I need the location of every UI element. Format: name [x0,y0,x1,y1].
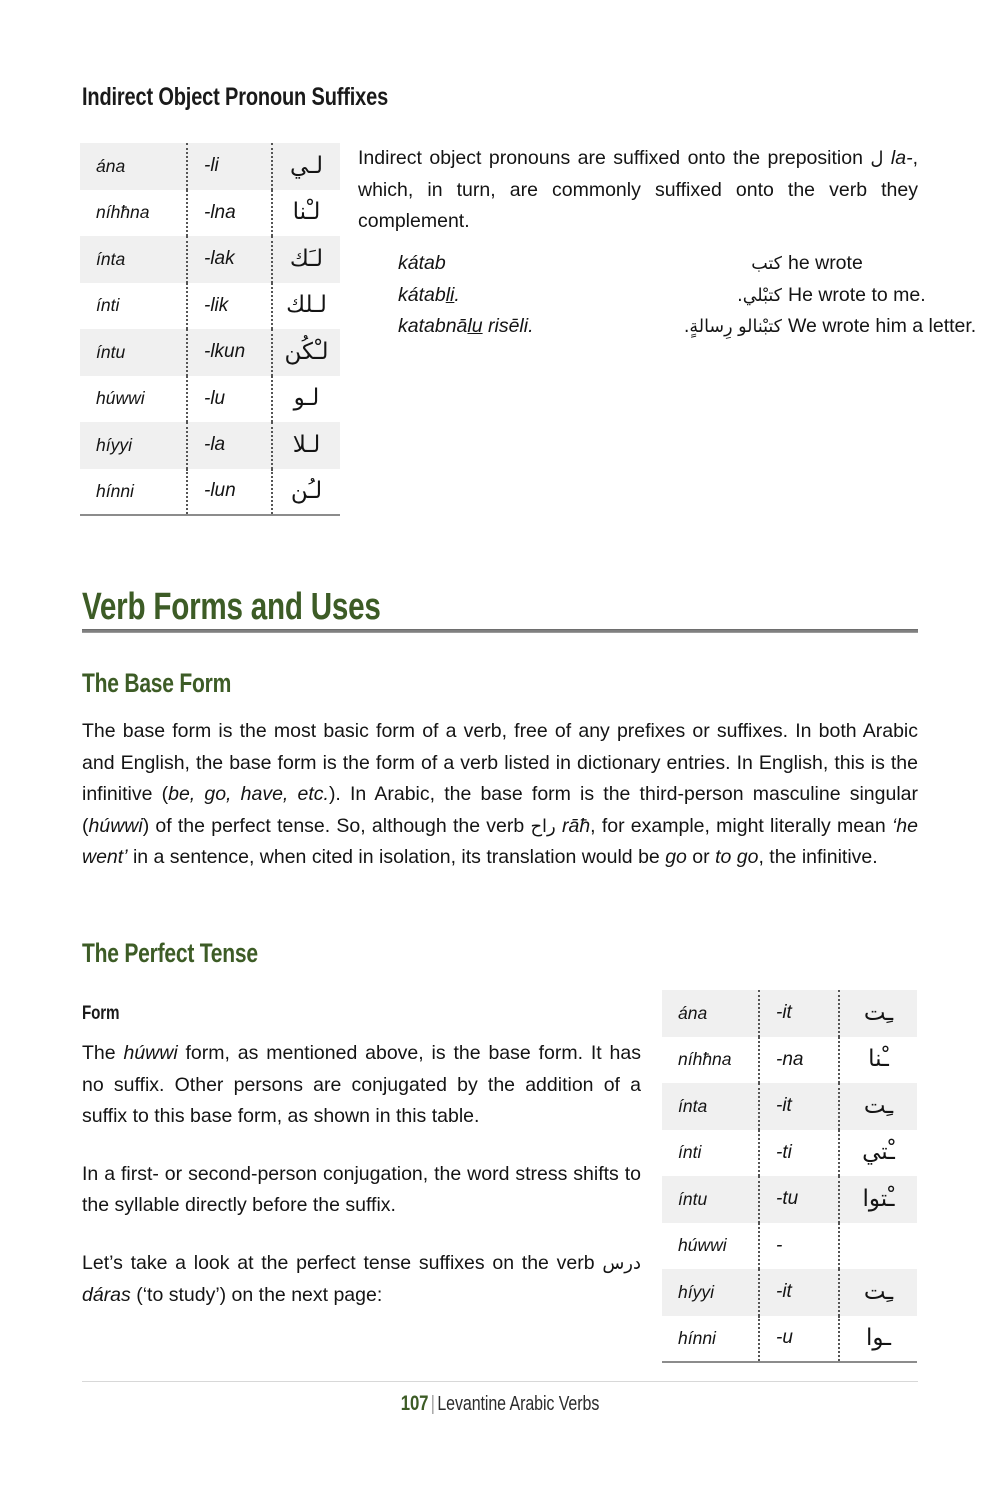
intro-paragraph [358,143,918,238]
subsection-heading-the-perfect-tense: The Perfect Tense [82,938,258,968]
pt3-text-a: Let’s take a look at the perfect tense suffixes on the verb [82,1251,603,1274]
bf-text-b: ). In Arabic, the base form is the third-person masculine singular ( [82,783,918,837]
table-row [662,1130,917,1177]
table-row [662,1176,917,1223]
table-row [662,1083,917,1130]
pt1-text-a: The [82,1042,124,1064]
bf-italic-go: go [665,846,687,869]
cell-arabic: لـلا [272,422,340,469]
cell-suffix: -lkun [187,329,272,376]
cell-suffix: - [759,1223,839,1270]
subsection-heading-the-base-form: The Base Form [82,668,232,698]
footer-divider [82,1381,918,1382]
subsection-heading-form: Form [82,1003,120,1024]
bf-text-g: , the infinitive. [758,846,878,869]
cell-suffix: -li [187,143,272,190]
example-transliteration: katabnālu risēli. [398,315,534,337]
bf-italic-rah: rāħ [561,814,591,837]
perfect-tense-suffix-table [662,990,917,1363]
intro-text-part1: Indirect object pronouns are suffixed onto the preposition [358,147,871,169]
bf-text-e: in a sentence, when cited in isolation, its translation would be [127,846,666,869]
cell-pronoun: íntu [662,1176,759,1223]
footer-inner [401,1392,599,1416]
bf-italic-infinitives: be, go, have, etc. [168,783,329,806]
cell-arabic: ـْنا [839,1037,917,1084]
cell-arabic [839,1223,917,1270]
cell-arabic: ـِت [839,1269,917,1316]
pt1-text-b: form, as mentioned above, is the base form. It has no suffix. Other persons are conjugated by the addition of a suffix to this base form, as shown in this table. [82,1042,641,1128]
cell-pronoun: níhħna [96,202,150,223]
intro-text-part2: , which, in turn, are commonly suffixed onto the verb they complement. [358,147,918,233]
cell-pronoun: ínta [80,236,187,283]
bf-text-c: ) of the perfect tense. So, although the verb [142,814,531,837]
cell-suffix: -lun [187,469,272,516]
cell-arabic: لـو [272,376,340,423]
cell-pronoun: húwwi [678,1235,727,1256]
section-heading-verb-forms-and-uses: Verb Forms and Uses [82,586,381,628]
table-row [80,469,340,516]
table-row [662,1037,917,1084]
cell-pronoun: hínni [96,480,134,501]
table-body [662,990,917,1362]
table-row [80,236,340,283]
cell-suffix: -la [187,422,272,469]
bf-italic-to-go: to go [715,846,759,869]
example-list [358,252,977,347]
cell-pronoun: ínta [662,1083,759,1130]
cell-suffix: -ti [759,1130,839,1177]
table-row [80,329,340,376]
intro-italic-la: la- [890,147,913,169]
cell-arabic: ـْتي [839,1130,917,1177]
section-divider [82,629,918,633]
cell-pronoun: híyyi [80,422,187,469]
pt1-italic-huwwi: húwwi [123,1042,178,1064]
cell-suffix: -it [759,1083,839,1130]
cell-suffix: -na [759,1037,839,1084]
cell-pronoun: híyyi [662,1269,759,1316]
footer-page-number: 107 [400,1392,429,1415]
cell-arabic: ـوا [839,1316,917,1363]
table-body [80,143,340,515]
cell-arabic: لـَك [272,236,340,283]
cell-suffix: -lna [187,190,272,237]
arabic-verb-rah: راح [530,815,556,837]
perfect-paragraph-2: In a first- or second-person conjugation, the word stress shifts to the syllable directly before the suffix. [82,1162,641,1217]
example-english-gloss: He wrote to me. [788,283,926,306]
table-row [80,190,340,237]
footer-separator: | [430,1393,435,1415]
cell-suffix: -lik [187,283,272,330]
table-row [662,1223,917,1270]
indirect-object-suffix-table [80,143,340,516]
page-content [82,0,977,1500]
table-row [662,990,917,1037]
table-row [662,1269,917,1316]
cell-pronoun: húwwi [96,388,145,409]
example-transliteration: kátab [398,252,446,274]
cell-arabic: لـي [272,143,340,190]
perfect-paragraph-1 [82,1038,641,1133]
cell-suffix: -u [759,1316,839,1363]
table-row [80,143,340,190]
cell-arabic: لـلك [272,283,340,330]
table-row [662,1316,917,1363]
page-footer [82,1392,918,1416]
example-english-gloss: We wrote him a letter. [788,315,977,337]
bf-text-a: The base form is the most basic form of a verb, free of any prefixes or suffixes. In both Arabic and English, the base form is the form of a verb listed in dictionary entries. In English, this is the infinitive ( [82,720,918,806]
cell-suffix: -lu [187,376,272,423]
page-title: Indirect Object Pronoun Suffixes [82,83,389,111]
example-arabic: كتبْنالو رِسالةٍ. [683,317,782,337]
cell-pronoun: ínti [678,1142,702,1163]
table-row [80,422,340,469]
bf-italic-he-went: ‘he went’ [82,814,918,869]
example-arabic: كتبْلي. [737,285,782,306]
bf-text-d: , for example, might literally mean [590,814,892,837]
example-row [358,252,918,284]
cell-pronoun: hínni [678,1327,716,1348]
cell-arabic: ـِت [839,1083,917,1130]
arabic-verb-daras: درس [602,1252,641,1274]
example-english-gloss: he wrote [788,252,863,274]
example-transliteration: kátabli. [398,283,460,306]
pt3-text-b: (‘to study’) on the next page: [130,1283,383,1306]
arabic-preposition-la: ل [870,148,884,169]
example-row [358,283,926,316]
footer-book-title: Levantine Arabic Verbs [437,1393,600,1415]
cell-arabic: ـْتوا [839,1176,917,1223]
cell-pronoun: ána [662,990,759,1037]
cell-arabic: لـْكُن [272,329,340,376]
cell-suffix: -lak [187,236,272,283]
perfect-paragraph-3 [82,1248,641,1311]
example-arabic: كتب [751,254,782,274]
cell-suffix: -it [759,1269,839,1316]
perfect-tense-text-column [82,1038,641,1311]
cell-arabic: ـِت [839,990,917,1037]
cell-suffix: -it [759,990,839,1037]
bf-text-f: or [686,846,716,869]
cell-arabic: لـْنا [272,190,340,237]
cell-pronoun: íntu [80,329,187,376]
base-form-paragraph [82,716,918,874]
example-suffix-underline: li [445,283,455,306]
cell-pronoun: níhħna [678,1049,732,1070]
bf-italic-huwwi: húwwi [88,814,143,837]
example-row [358,315,977,347]
cell-arabic: لـُن [272,469,340,516]
cell-suffix: -tu [759,1176,839,1223]
example-suffix-underline: lu [467,315,483,337]
cell-pronoun: ínti [96,295,120,316]
cell-pronoun: ána [80,143,187,190]
table-row [80,376,340,423]
table-row [80,283,340,330]
pt3-italic-daras: dáras [82,1283,131,1306]
